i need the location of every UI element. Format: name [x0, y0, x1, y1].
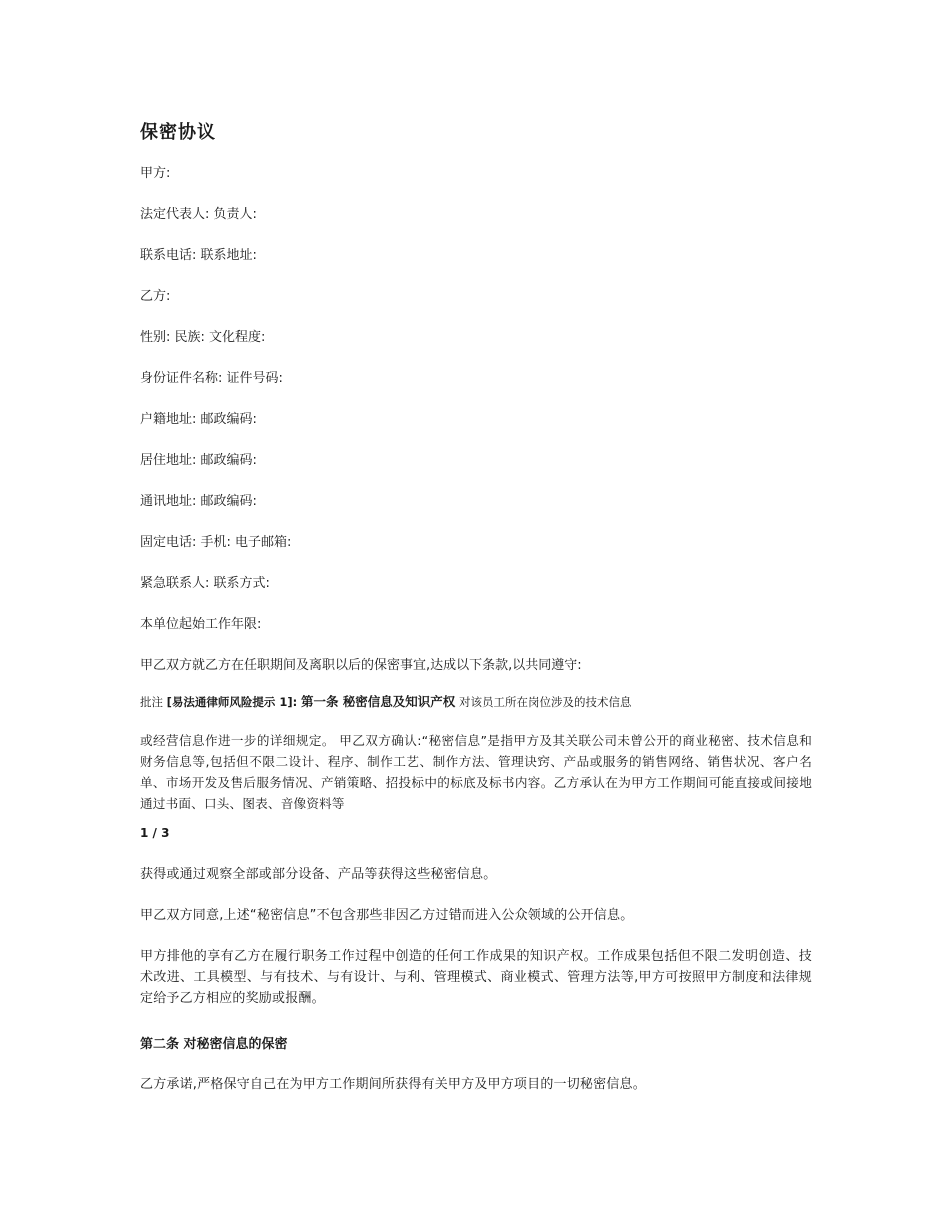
article-1-heading: 第一条 秘密信息及知识产权 [300, 694, 456, 709]
field-mailing-address: 通讯地址: 邮政编码: [140, 494, 257, 509]
field-party-a: 甲方: [140, 166, 171, 181]
paragraph-observation: 获得或通过观察全部或部分设备、产品等获得这些秘密信息。 [140, 867, 497, 882]
field-work-start-year: 本单位起始工作年限: [140, 617, 262, 632]
field-legal-representative: 法定代表人: 负责人: [140, 207, 257, 222]
field-residential-address: 居住地址: 邮政编码: [140, 453, 257, 468]
intro-sentence: 甲乙双方就乙方在任职期间及离职以后的保密事宜,达成以下条款,以共同遵守: [140, 658, 582, 673]
field-phone-mobile-email: 固定电话: 手机: 电子邮箱: [140, 535, 292, 550]
document-title: 保密协议 [140, 122, 216, 143]
paragraph-secret-info-definition: 或经营信息作进一步的详细规定。 甲乙双方确认:“秘密信息”是指甲方及其关联公司未曾公开的商业秘密、技术信息和财务信息等,包括但不限二设计、程序、制作工艺、制作方法、管理诀窍、产品或服务的销售网络、销售状况、客户名单、市场开发及售后服务情况、产销策略、招投标中的标底及标书内容。乙方承认在为甲方工作期间可能直接或间接地通过书面、口头、图表、音像资料等 [140, 733, 812, 811]
paragraph-exclusion: 甲乙双方同意,上述“秘密信息”不包含那些非因乙方过错而进入公众领域的公开信息。 [140, 908, 634, 923]
field-contact-phone-address: 联系电话: 联系地址: [140, 248, 257, 263]
paragraph-intellectual-property: 甲方排他的享有乙方在履行职务工作过程中创造的任何工作成果的知识产权。工作成果包括但不限二发明创造、技术改进、工具模型、与有技术、与有设计、与利、管理模式、商业模式、管理方法等,甲方可按照甲方制度和法律规定给予乙方相应的奖励或报酬。 [140, 949, 812, 1006]
page-number: 1 / 3 [140, 826, 170, 840]
field-gender-ethnicity-education: 性别: 民族: 文化程度: [140, 330, 266, 345]
field-emergency-contact: 紧急联系人: 联系方式: [140, 576, 270, 591]
note-prefix: 批注 [140, 695, 163, 709]
field-household-address: 户籍地址: 邮政编码: [140, 412, 257, 427]
field-party-b: 乙方: [140, 289, 171, 304]
field-id-document: 身份证件名称: 证件号码: [140, 371, 283, 386]
article-2-heading: 第二条 对秘密信息的保密 [140, 1037, 288, 1052]
note-text: 对该员工所在岗位涉及的技术信息 [458, 695, 632, 709]
annotation-note [140, 692, 631, 710]
paragraph-confidentiality-commitment: 乙方承诺,严格保守自己在为甲方工作期间所获得有关甲方及甲方项目的一切秘密信息。 [140, 1077, 646, 1092]
note-tag: [易法通律师风险提示 1]: [166, 695, 298, 709]
